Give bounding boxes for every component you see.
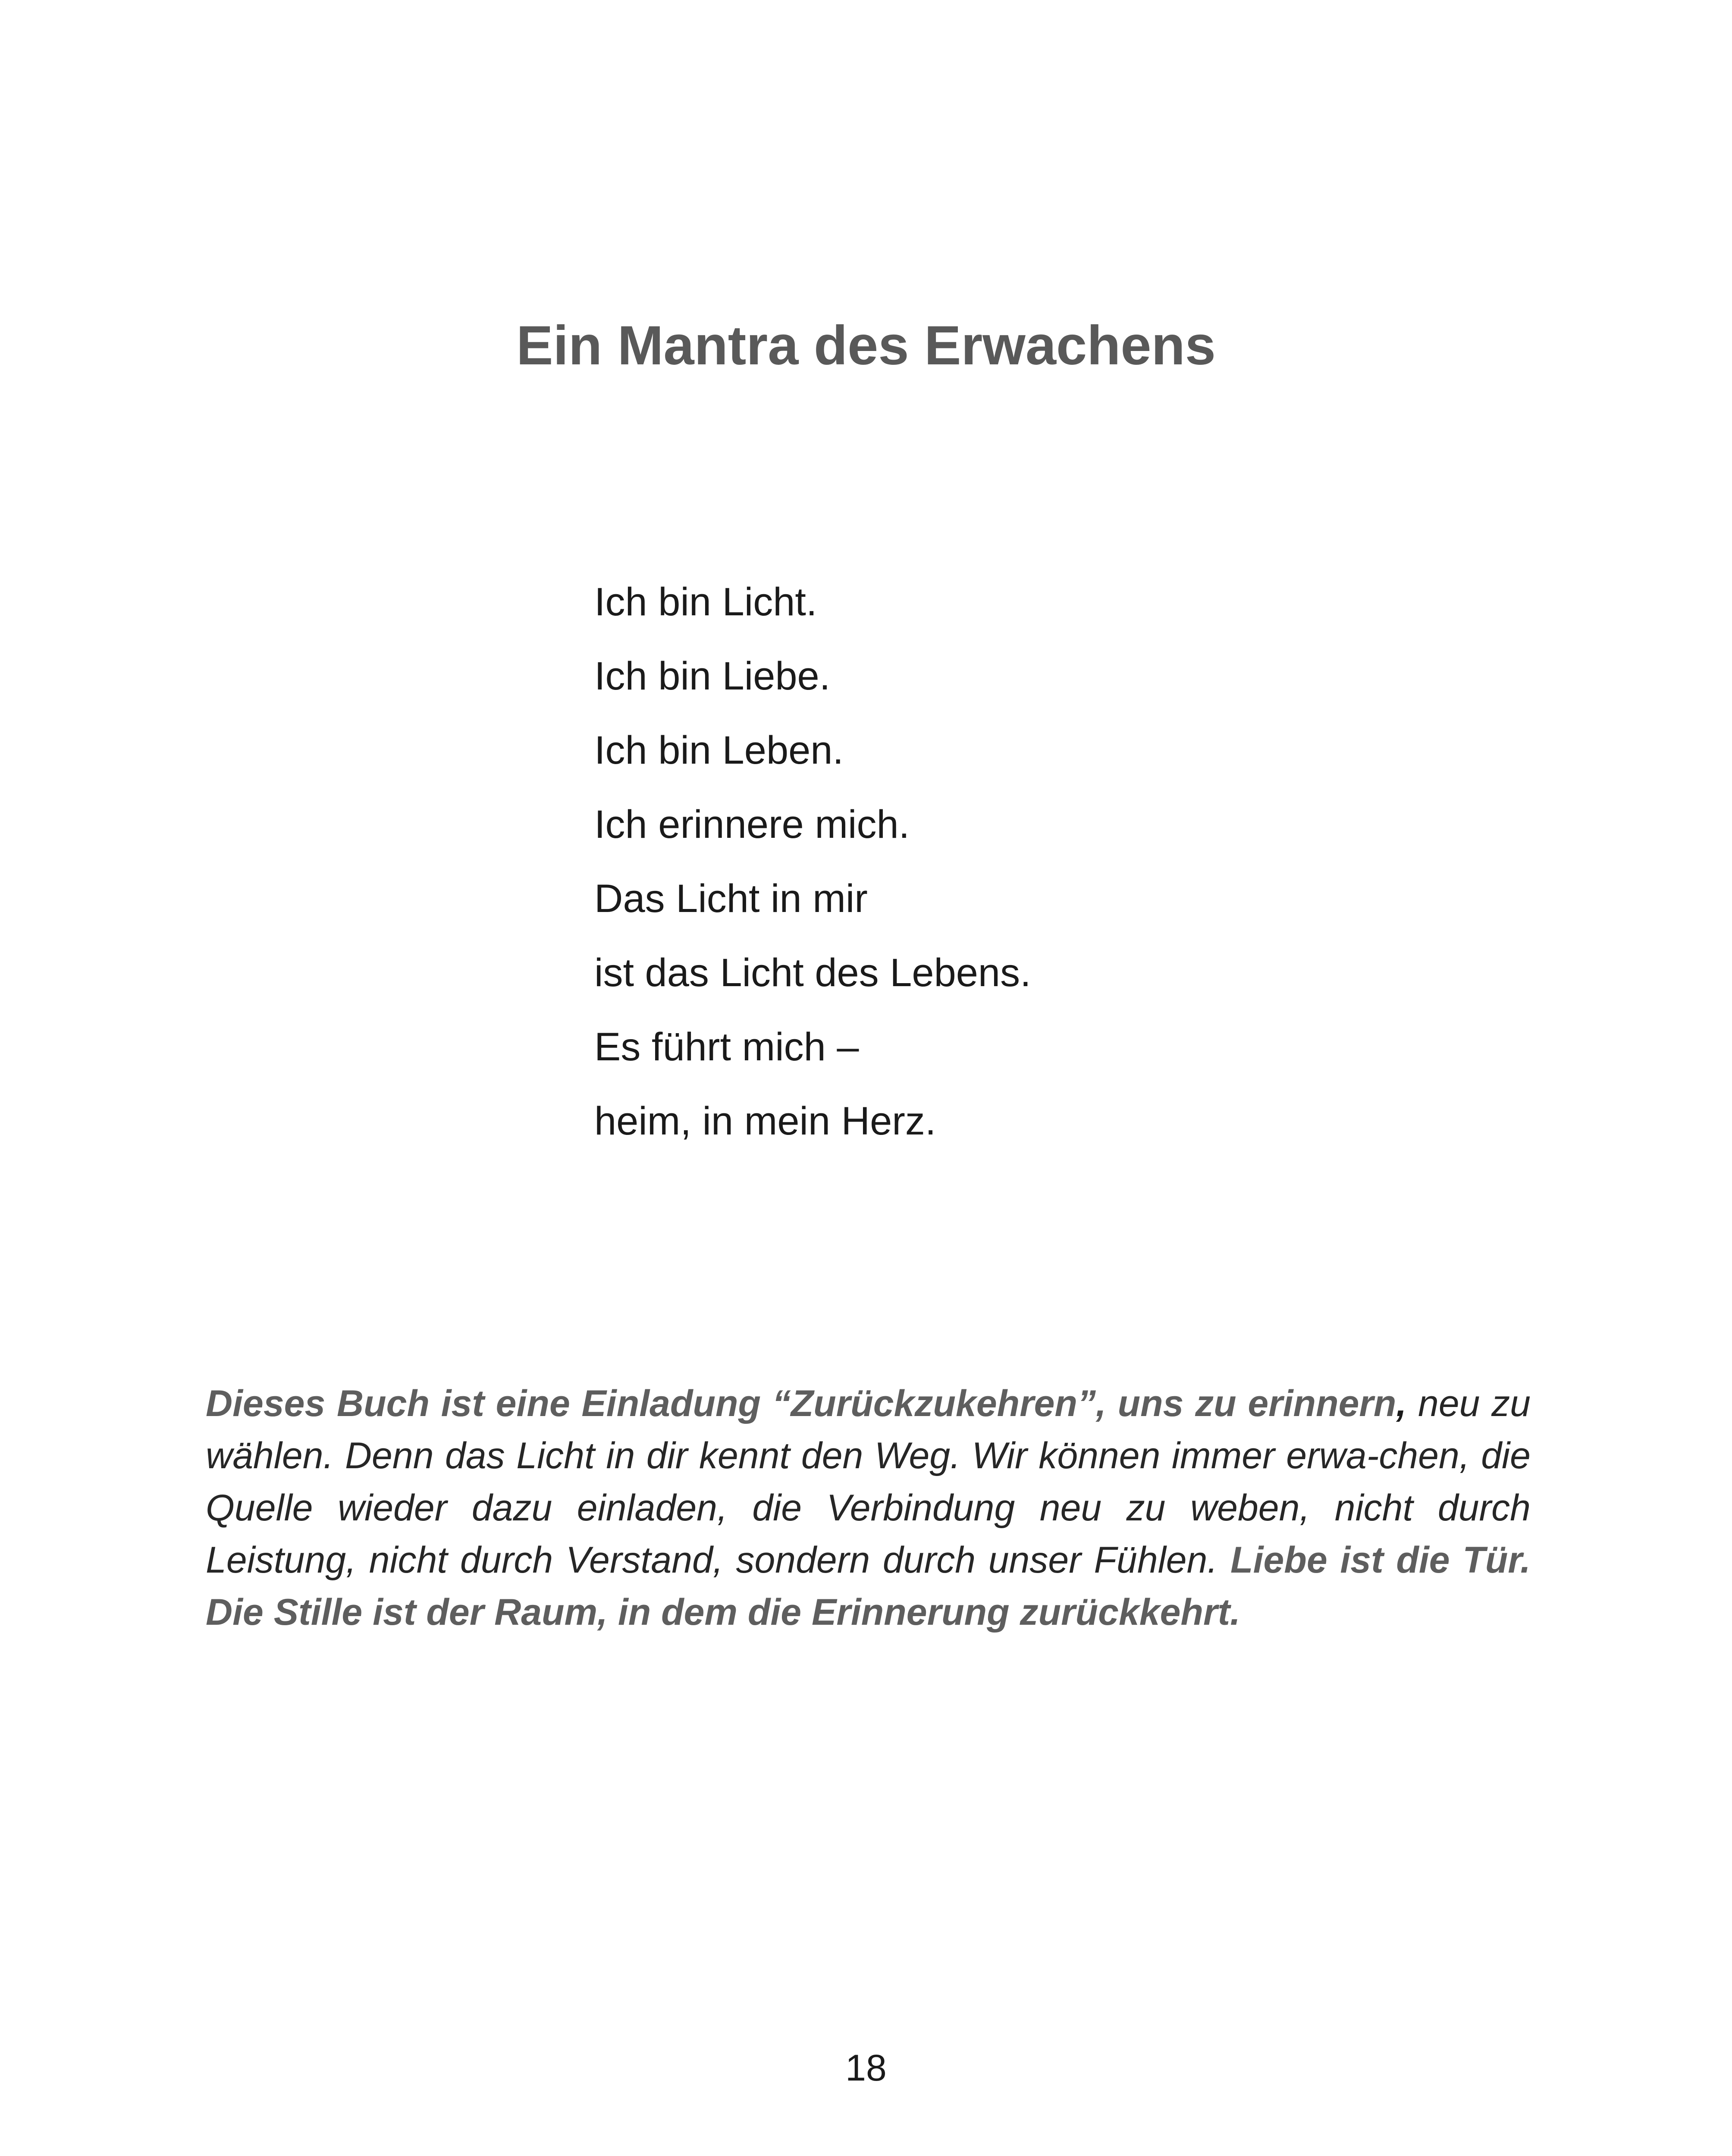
page-number: 18 — [845, 2047, 887, 2089]
mantra-line: Das Licht in mir — [594, 877, 868, 921]
mantra-line: heim, in mein Herz. — [594, 1099, 936, 1143]
mantra-line: Ich bin Liebe. — [594, 654, 831, 698]
mantra-line: Es führt mich – — [594, 1025, 859, 1069]
mantra-line: ist das Licht des Lebens. — [594, 951, 1031, 995]
page-title: Ein Mantra des Erwachens — [516, 315, 1216, 376]
mantra-line: Ich bin Licht. — [594, 580, 817, 624]
intro-body-text: neu zu wählen. Denn das Licht in dir kennt den Weg. Wir können immer erwa-chen, die Quelle wieder dazu einladen, die Verbindung neu zu weben, nicht durch Leistung, nicht durch Verstand, sondern durch unser Fühlen. — [206, 1383, 1531, 1581]
intro-comma: , — [1396, 1383, 1407, 1424]
mantra-line: Ich erinnere mich. — [594, 802, 910, 846]
mantra-line: Ich bin Leben. — [594, 728, 844, 772]
intro-lead-bold: Dieses Buch ist eine Einladung “Zurückzukehren”, uns zu erinnern — [206, 1383, 1396, 1424]
mantra-verse — [594, 569, 1031, 1163]
intro-closing-bold: Liebe ist die Tür. Die Stille ist der Raum, in dem die Erinnerung zurückkehrt. — [206, 1539, 1531, 1633]
intro-paragraph — [206, 1378, 1531, 1639]
